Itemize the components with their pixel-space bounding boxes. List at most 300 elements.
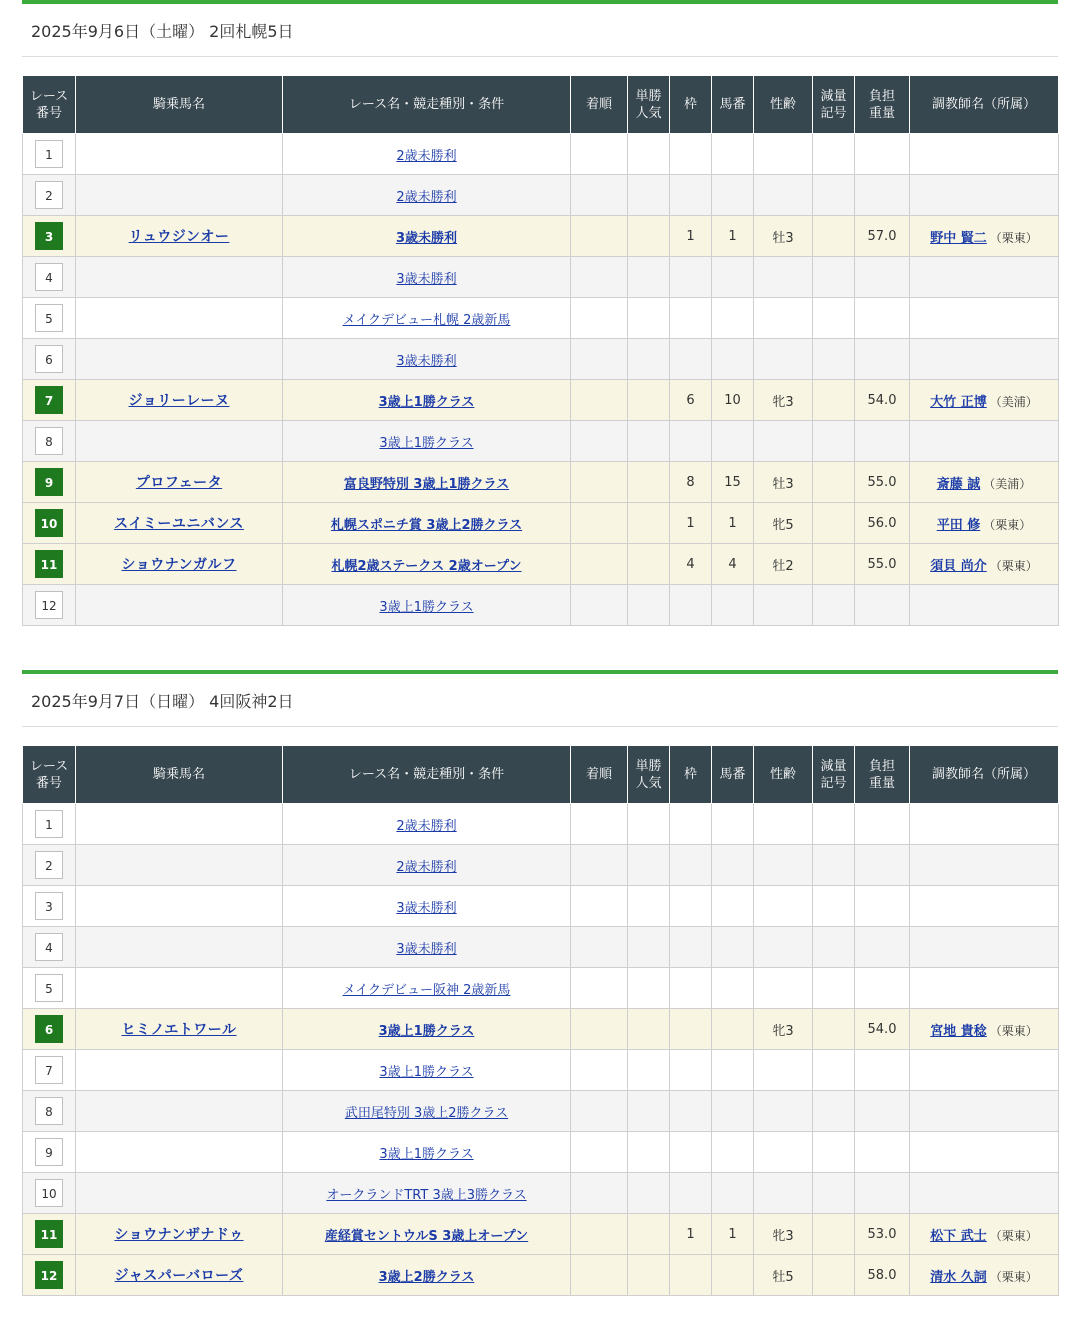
race-name-link[interactable]: 3歳未勝利: [395, 230, 458, 246]
table-row: [23, 339, 1059, 380]
finish-cell: [571, 927, 628, 968]
race-name-cell: [283, 927, 571, 968]
trainer-name-link[interactable]: 須貝 尚介: [930, 558, 987, 574]
sex-age-cell: [754, 175, 813, 216]
weight-reduction-cell: [813, 1009, 855, 1050]
table-row: [23, 216, 1059, 257]
popularity-cell: [628, 1091, 670, 1132]
horse-name-cell: [76, 175, 283, 216]
trainer-cell: [910, 1173, 1059, 1214]
trainer-affiliation: （栗東）: [983, 517, 1032, 532]
header-horse-name: 騎乗馬名: [76, 746, 283, 804]
finish-cell: [571, 257, 628, 298]
trainer-cell: [910, 421, 1059, 462]
finish-cell: [571, 544, 628, 585]
horse-name-cell: [76, 1050, 283, 1091]
race-name-cell: [283, 544, 571, 585]
carried-weight-cell: 53.0: [855, 1214, 910, 1255]
race-number-cell: [23, 134, 76, 175]
header-waku: 枠: [670, 746, 712, 804]
race-name-cell: [283, 1050, 571, 1091]
weight-reduction-cell: [813, 845, 855, 886]
race-day-title: 2025年9月6日（土曜） 2回札幌5日: [22, 4, 1058, 57]
umaban-cell: [712, 421, 754, 462]
finish-cell: [571, 886, 628, 927]
trainer-cell: [910, 339, 1059, 380]
waku-cell: [670, 1173, 712, 1214]
umaban-cell: 15: [712, 462, 754, 503]
weight-reduction-cell: [813, 380, 855, 421]
race-name-link[interactable]: 産経賞セントウルS 3歳上オープン: [324, 1228, 529, 1244]
race-number-cell: [23, 1255, 76, 1296]
header-sex-age: 性齢: [754, 746, 813, 804]
race-number-badge: 6: [35, 1015, 63, 1043]
table-row: [23, 1255, 1059, 1296]
sex-age-cell: 牝3: [754, 380, 813, 421]
race-number-badge: 5: [35, 974, 63, 1002]
race-name-link[interactable]: 2歳未勝利: [396, 818, 457, 834]
header-waku: 枠: [670, 76, 712, 134]
horse-name-cell: [76, 845, 283, 886]
waku-cell: [670, 1050, 712, 1091]
weight-reduction-cell: [813, 1255, 855, 1296]
table-row: [23, 134, 1059, 175]
finish-cell: [571, 845, 628, 886]
race-name-link[interactable]: 富良野特別 3歳上1勝クラス: [343, 476, 510, 492]
waku-cell: 1: [670, 1214, 712, 1255]
finish-cell: [571, 1132, 628, 1173]
horse-name-cell: [76, 462, 283, 503]
waku-cell: [670, 1009, 712, 1050]
sex-age-cell: 牝3: [754, 1009, 813, 1050]
popularity-cell: [628, 257, 670, 298]
horse-name-cell: [76, 421, 283, 462]
finish-cell: [571, 462, 628, 503]
sex-age-cell: [754, 1091, 813, 1132]
race-number-badge: 8: [35, 427, 63, 455]
race-number-badge: 7: [35, 386, 63, 414]
trainer-cell: [910, 298, 1059, 339]
carried-weight-cell: 58.0: [855, 1255, 910, 1296]
race-name-link[interactable]: 3歳上1勝クラス: [378, 394, 475, 410]
trainer-affiliation: （美浦）: [989, 394, 1038, 409]
carried-weight-cell: [855, 968, 910, 1009]
trainer-affiliation: （美浦）: [983, 476, 1032, 491]
sex-age-cell: 牡3: [754, 216, 813, 257]
table-row: [23, 1009, 1059, 1050]
trainer-cell: [910, 216, 1059, 257]
carried-weight-cell: 55.0: [855, 462, 910, 503]
waku-cell: [670, 339, 712, 380]
race-name-link[interactable]: 札幌スポニチ賞 3歳上2勝クラス: [330, 517, 523, 533]
header-weight-reduction: 減量 記号: [813, 746, 855, 804]
weight-reduction-cell: [813, 216, 855, 257]
race-number-cell: [23, 298, 76, 339]
race-name-cell: [283, 339, 571, 380]
race-name-link[interactable]: 3歳未勝利: [396, 941, 457, 957]
table-header-row: [23, 746, 1059, 804]
horse-name-link[interactable]: スイミーユニバンス: [114, 516, 244, 532]
horse-name-link[interactable]: ジャスパーバローズ: [114, 1268, 244, 1284]
header-carried-weight: 負担 重量: [855, 746, 910, 804]
horse-name-cell: [76, 1255, 283, 1296]
sex-age-cell: 牡3: [754, 462, 813, 503]
weight-reduction-cell: [813, 298, 855, 339]
waku-cell: [670, 968, 712, 1009]
horse-name-link[interactable]: リュウジンオー: [128, 229, 230, 245]
finish-cell: [571, 1009, 628, 1050]
popularity-cell: [628, 216, 670, 257]
weight-reduction-cell: [813, 503, 855, 544]
weight-reduction-cell: [813, 886, 855, 927]
race-number-cell: [23, 886, 76, 927]
race-number-badge: 12: [35, 1261, 63, 1289]
waku-cell: [670, 845, 712, 886]
finish-cell: [571, 1214, 628, 1255]
header-trainer: 調教師名（所属）: [910, 746, 1059, 804]
weight-reduction-cell: [813, 1050, 855, 1091]
table-row: [23, 927, 1059, 968]
race-number-badge: 1: [35, 810, 63, 838]
table-row: [23, 462, 1059, 503]
trainer-cell: [910, 845, 1059, 886]
trainer-name-link[interactable]: 清水 久詞: [930, 1269, 987, 1285]
carried-weight-cell: [855, 845, 910, 886]
horse-name-cell: [76, 339, 283, 380]
trainer-cell: [910, 1091, 1059, 1132]
umaban-cell: [712, 175, 754, 216]
race-name-link[interactable]: 3歳上1勝クラス: [379, 599, 474, 615]
race-name-cell: [283, 585, 571, 626]
race-name-link[interactable]: 武田尾特別 3歳上2勝クラス: [344, 1105, 509, 1121]
horse-name-cell: [76, 927, 283, 968]
race-number-badge: 3: [35, 892, 63, 920]
waku-cell: [670, 1255, 712, 1296]
trainer-name-link[interactable]: 宮地 貴稔: [930, 1023, 987, 1039]
finish-cell: [571, 134, 628, 175]
race-number-cell: [23, 462, 76, 503]
umaban-cell: 1: [712, 503, 754, 544]
trainer-name-link[interactable]: 松下 武士: [930, 1228, 987, 1244]
race-number-badge: 2: [35, 181, 63, 209]
horse-name-cell: [76, 134, 283, 175]
popularity-cell: [628, 804, 670, 845]
race-name-cell: [283, 804, 571, 845]
sex-age-cell: [754, 1173, 813, 1214]
race-day-section: [22, 0, 1058, 626]
umaban-cell: 1: [712, 216, 754, 257]
race-name-link[interactable]: 3歳未勝利: [396, 353, 457, 369]
race-number-cell: [23, 216, 76, 257]
sex-age-cell: [754, 339, 813, 380]
race-name-link[interactable]: 2歳未勝利: [396, 148, 457, 164]
header-sex-age: 性齢: [754, 76, 813, 134]
popularity-cell: [628, 503, 670, 544]
trainer-affiliation: （栗東）: [989, 558, 1038, 573]
popularity-cell: [628, 1009, 670, 1050]
header-race-number: レース 番号: [23, 746, 76, 804]
trainer-affiliation: （栗東）: [989, 1228, 1038, 1243]
race-name-link[interactable]: 2歳未勝利: [396, 189, 457, 205]
carried-weight-cell: 54.0: [855, 1009, 910, 1050]
weight-reduction-cell: [813, 462, 855, 503]
finish-cell: [571, 1050, 628, 1091]
horse-name-cell: [76, 886, 283, 927]
waku-cell: [670, 886, 712, 927]
sex-age-cell: [754, 257, 813, 298]
weight-reduction-cell: [813, 1173, 855, 1214]
table-row: [23, 968, 1059, 1009]
weight-reduction-cell: [813, 585, 855, 626]
race-name-link[interactable]: メイクデビュー阪神 2歳新馬: [342, 982, 511, 998]
horse-name-link[interactable]: ショウナンザナドゥ: [114, 1227, 244, 1243]
waku-cell: [670, 298, 712, 339]
trainer-affiliation: （栗東）: [989, 230, 1038, 245]
race-number-badge: 11: [35, 1220, 63, 1248]
table-header-row: [23, 76, 1059, 134]
weight-reduction-cell: [813, 927, 855, 968]
race-name-cell: [283, 1009, 571, 1050]
race-name-cell: [283, 1214, 571, 1255]
waku-cell: [670, 1091, 712, 1132]
header-popularity: 単勝 人気: [628, 746, 670, 804]
sex-age-cell: 牝3: [754, 1214, 813, 1255]
popularity-cell: [628, 421, 670, 462]
header-race-name: レース名・競走種別・条件: [283, 76, 571, 134]
table-row: [23, 1132, 1059, 1173]
popularity-cell: [628, 585, 670, 626]
race-name-link[interactable]: 3歳未勝利: [396, 900, 457, 916]
waku-cell: [670, 421, 712, 462]
sex-age-cell: [754, 1132, 813, 1173]
race-number-cell: [23, 503, 76, 544]
race-name-cell: [283, 1132, 571, 1173]
race-name-cell: [283, 886, 571, 927]
race-number-badge: 10: [35, 509, 63, 537]
waku-cell: [670, 134, 712, 175]
sex-age-cell: [754, 845, 813, 886]
sex-age-cell: 牝5: [754, 503, 813, 544]
trainer-affiliation: （栗東）: [989, 1269, 1038, 1284]
race-number-cell: [23, 845, 76, 886]
waku-cell: [670, 1132, 712, 1173]
race-name-link[interactable]: 3歳上1勝クラス: [379, 435, 474, 451]
popularity-cell: [628, 968, 670, 1009]
trainer-cell: [910, 886, 1059, 927]
carried-weight-cell: [855, 804, 910, 845]
race-number-cell: [23, 968, 76, 1009]
popularity-cell: [628, 462, 670, 503]
finish-cell: [571, 1255, 628, 1296]
carried-weight-cell: [855, 339, 910, 380]
table-row: [23, 544, 1059, 585]
race-number-cell: [23, 1214, 76, 1255]
header-race-number: レース 番号: [23, 76, 76, 134]
umaban-cell: [712, 927, 754, 968]
trainer-cell: [910, 257, 1059, 298]
finish-cell: [571, 298, 628, 339]
sex-age-cell: [754, 968, 813, 1009]
weight-reduction-cell: [813, 421, 855, 462]
race-number-badge: 2: [35, 851, 63, 879]
trainer-cell: [910, 585, 1059, 626]
trainer-name-link[interactable]: 大竹 正博: [930, 394, 987, 410]
weight-reduction-cell: [813, 134, 855, 175]
race-name-cell: [283, 216, 571, 257]
waku-cell: 1: [670, 216, 712, 257]
horse-name-cell: [76, 503, 283, 544]
table-row: [23, 1091, 1059, 1132]
umaban-cell: 10: [712, 380, 754, 421]
umaban-cell: [712, 1132, 754, 1173]
carried-weight-cell: [855, 421, 910, 462]
race-number-cell: [23, 421, 76, 462]
race-name-link[interactable]: 3歳上1勝クラス: [379, 1064, 474, 1080]
trainer-name-link[interactable]: 平田 修: [936, 517, 981, 533]
carried-weight-cell: [855, 1050, 910, 1091]
race-name-cell: [283, 503, 571, 544]
race-name-link[interactable]: 3歳未勝利: [396, 271, 457, 287]
race-name-cell: [283, 845, 571, 886]
trainer-cell: [910, 175, 1059, 216]
carried-weight-cell: [855, 886, 910, 927]
weight-reduction-cell: [813, 804, 855, 845]
horse-name-cell: [76, 585, 283, 626]
race-name-link[interactable]: オークランドTRT 3歳上3勝クラス: [326, 1187, 527, 1203]
horse-name-link[interactable]: ジョリーレーヌ: [128, 393, 230, 409]
waku-cell: 4: [670, 544, 712, 585]
race-number-badge: 6: [35, 345, 63, 373]
umaban-cell: [712, 339, 754, 380]
table-row: [23, 1050, 1059, 1091]
weight-reduction-cell: [813, 175, 855, 216]
carried-weight-cell: [855, 175, 910, 216]
waku-cell: [670, 257, 712, 298]
popularity-cell: [628, 1173, 670, 1214]
horse-name-link[interactable]: ヒミノエトワール: [121, 1022, 237, 1038]
trainer-cell: [910, 1009, 1059, 1050]
popularity-cell: [628, 927, 670, 968]
weight-reduction-cell: [813, 1132, 855, 1173]
finish-cell: [571, 1173, 628, 1214]
horse-name-link[interactable]: ショウナンガルフ: [121, 557, 237, 573]
sex-age-cell: [754, 134, 813, 175]
race-name-link[interactable]: 2歳未勝利: [396, 859, 457, 875]
carried-weight-cell: 54.0: [855, 380, 910, 421]
sex-age-cell: 牡2: [754, 544, 813, 585]
trainer-name-link[interactable]: 野中 賢二: [930, 230, 987, 246]
carried-weight-cell: 56.0: [855, 503, 910, 544]
header-finish: 着順: [571, 746, 628, 804]
table-row: [23, 503, 1059, 544]
waku-cell: [670, 804, 712, 845]
header-race-name: レース名・競走種別・条件: [283, 746, 571, 804]
popularity-cell: [628, 1050, 670, 1091]
umaban-cell: [712, 298, 754, 339]
popularity-cell: [628, 886, 670, 927]
race-name-cell: [283, 1091, 571, 1132]
finish-cell: [571, 503, 628, 544]
race-number-badge: 11: [35, 550, 63, 578]
race-number-badge: 5: [35, 304, 63, 332]
waku-cell: 6: [670, 380, 712, 421]
carried-weight-cell: 55.0: [855, 544, 910, 585]
header-umaban: 馬番: [712, 746, 754, 804]
table-row: [23, 421, 1059, 462]
race-name-link[interactable]: メイクデビュー札幌 2歳新馬: [342, 312, 511, 328]
race-name-link[interactable]: 3歳上1勝クラス: [379, 1146, 474, 1162]
header-carried-weight: 負担 重量: [855, 76, 910, 134]
race-number-cell: [23, 927, 76, 968]
sex-age-cell: [754, 804, 813, 845]
race-name-link[interactable]: 3歳上1勝クラス: [378, 1023, 475, 1039]
finish-cell: [571, 421, 628, 462]
table-row: [23, 804, 1059, 845]
race-number-cell: [23, 339, 76, 380]
race-name-cell: [283, 380, 571, 421]
race-name-cell: [283, 298, 571, 339]
trainer-cell: [910, 544, 1059, 585]
trainer-cell: [910, 968, 1059, 1009]
trainer-cell: [910, 1214, 1059, 1255]
race-name-cell: [283, 968, 571, 1009]
sex-age-cell: [754, 1050, 813, 1091]
horse-name-link[interactable]: プロフェータ: [135, 475, 223, 491]
header-horse-name: 騎乗馬名: [76, 76, 283, 134]
umaban-cell: [712, 804, 754, 845]
umaban-cell: [712, 134, 754, 175]
waku-cell: [670, 175, 712, 216]
umaban-cell: [712, 1050, 754, 1091]
umaban-cell: 4: [712, 544, 754, 585]
carried-weight-cell: [855, 585, 910, 626]
race-results-table: [22, 75, 1059, 626]
header-finish: 着順: [571, 76, 628, 134]
carried-weight-cell: [855, 1132, 910, 1173]
race-number-cell: [23, 175, 76, 216]
race-name-cell: [283, 462, 571, 503]
race-name-cell: [283, 421, 571, 462]
horse-name-cell: [76, 1173, 283, 1214]
race-number-badge: 9: [35, 1138, 63, 1166]
carried-weight-cell: [855, 298, 910, 339]
weight-reduction-cell: [813, 544, 855, 585]
race-number-cell: [23, 1050, 76, 1091]
race-name-link[interactable]: 3歳上2勝クラス: [378, 1269, 475, 1285]
umaban-cell: 1: [712, 1214, 754, 1255]
sex-age-cell: [754, 886, 813, 927]
horse-name-cell: [76, 1091, 283, 1132]
table-row: [23, 845, 1059, 886]
umaban-cell: [712, 1255, 754, 1296]
popularity-cell: [628, 339, 670, 380]
table-row: [23, 380, 1059, 421]
race-number-cell: [23, 1173, 76, 1214]
weight-reduction-cell: [813, 257, 855, 298]
race-number-badge: 1: [35, 140, 63, 168]
race-name-link[interactable]: 札幌2歳ステークス 2歳オープン: [331, 558, 522, 574]
waku-cell: [670, 927, 712, 968]
trainer-cell: [910, 134, 1059, 175]
trainer-name-link[interactable]: 斎藤 誠: [936, 476, 981, 492]
table-row: [23, 585, 1059, 626]
popularity-cell: [628, 175, 670, 216]
trainer-cell: [910, 462, 1059, 503]
race-name-cell: [283, 1173, 571, 1214]
popularity-cell: [628, 1214, 670, 1255]
race-results-table: [22, 745, 1059, 1296]
finish-cell: [571, 968, 628, 1009]
